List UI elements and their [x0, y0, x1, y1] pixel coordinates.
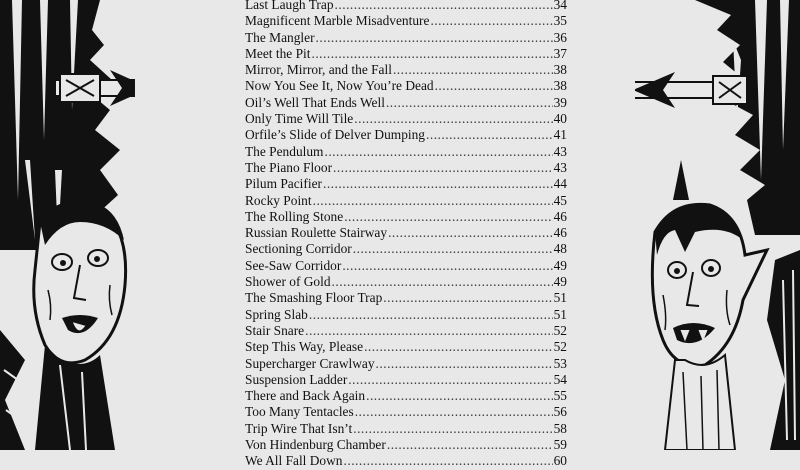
toc-dot-leader	[313, 193, 553, 209]
toc-dot-leader	[311, 46, 552, 62]
toc-entry-title: The Smashing Floor Trap	[245, 290, 383, 306]
toc-entry-page: 38	[553, 78, 567, 94]
toc-entry[interactable]	[245, 111, 567, 127]
toc-entry-page: 53	[553, 355, 567, 371]
toc-entry[interactable]	[245, 421, 567, 437]
toc-entry-page: 52	[553, 322, 567, 338]
toc-entry-title: Suspension Ladder	[245, 371, 348, 387]
toc-entry-title: Mirror, Mirror, and the Fall	[245, 62, 392, 78]
toc-entry-title: Trip Wire That Isn’t	[245, 420, 353, 436]
toc-entry[interactable]	[245, 78, 567, 94]
toc-entry-title: Now You See It, Now You’re Dead	[245, 78, 434, 94]
toc-entry-title: Only Time Will Tile	[245, 111, 354, 127]
toc-entry[interactable]	[245, 13, 567, 29]
toc-entry[interactable]	[245, 437, 567, 453]
toc-entry-page: 59	[553, 437, 567, 453]
toc-dot-leader	[335, 0, 553, 13]
toc-entry[interactable]	[245, 193, 567, 209]
toc-entry-title: Sectioning Corridor	[245, 241, 352, 257]
toc-dot-leader	[354, 111, 552, 127]
toc-dot-leader	[305, 323, 552, 339]
toc-entry-page: 54	[553, 371, 567, 387]
toc-entry-page: 39	[553, 94, 567, 110]
toc-entry[interactable]	[245, 209, 567, 225]
toc-entry-title: Shower of Gold	[245, 274, 331, 290]
toc-entry[interactable]	[245, 46, 567, 62]
toc-entry[interactable]	[245, 225, 567, 241]
toc-entry[interactable]	[245, 388, 567, 404]
toc-entry[interactable]	[245, 144, 567, 160]
frightened-vampire-illustration-icon	[635, 0, 800, 450]
toc-entry[interactable]	[245, 453, 567, 469]
toc-dot-leader	[386, 95, 553, 111]
toc-dot-leader	[393, 62, 553, 78]
toc-entry-page: 49	[553, 274, 567, 290]
toc-dot-leader	[435, 78, 553, 94]
toc-dot-leader	[426, 127, 553, 143]
toc-entry-page: 41	[553, 127, 567, 143]
toc-dot-leader	[316, 30, 553, 46]
toc-dot-leader	[353, 241, 553, 257]
toc-entry[interactable]	[245, 323, 567, 339]
toc-entry-title: There and Back Again	[245, 388, 366, 404]
toc-entry-title: Too Many Tentacles	[245, 404, 354, 420]
toc-entry[interactable]	[245, 30, 567, 46]
toc-entry-title: Last Laugh Trap	[245, 0, 334, 12]
toc-dot-leader	[344, 209, 552, 225]
toc-dot-leader	[344, 453, 553, 469]
toc-dot-leader	[353, 421, 552, 437]
toc-entry[interactable]	[245, 160, 567, 176]
toc-entry-page: 36	[553, 29, 567, 45]
toc-entry[interactable]	[245, 0, 567, 13]
toc-entry-page: 35	[553, 13, 567, 29]
toc-entry-page: 44	[553, 176, 567, 192]
toc-entry-title: Step This Way, Please	[245, 339, 364, 355]
toc-dot-leader	[376, 356, 553, 372]
toc-entry-title: Oil’s Well That Ends Well	[245, 94, 385, 110]
toc-entry-title: Von Hindenburg Chamber	[245, 437, 386, 453]
toc-dot-leader	[388, 225, 553, 241]
toc-entry[interactable]	[245, 62, 567, 78]
toc-dot-leader	[348, 372, 552, 388]
toc-entry-title: Spring Slab	[245, 306, 308, 322]
toc-entry[interactable]	[245, 176, 567, 192]
toc-entry-title: We All Fall Down	[245, 453, 343, 469]
toc-dot-leader	[366, 388, 553, 404]
toc-entry-page: 58	[553, 420, 567, 436]
toc-entry-page: 60	[553, 453, 567, 469]
toc-entry-title: Stair Snare	[245, 322, 305, 338]
toc-entry-title: Russian Roulette Stairway	[245, 225, 388, 241]
toc-entry-page: 46	[553, 208, 567, 224]
toc-entry-title: The Rolling Stone	[245, 208, 344, 224]
toc-dot-leader	[333, 160, 553, 176]
toc-entry[interactable]	[245, 307, 567, 323]
toc-entry-title: Rocky Point	[245, 192, 312, 208]
toc-entry[interactable]	[245, 127, 567, 143]
toc-entry-page: 45	[553, 192, 567, 208]
toc-entry-page: 40	[553, 111, 567, 127]
toc-entry-page: 51	[553, 306, 567, 322]
toc-entry-page: 51	[553, 290, 567, 306]
toc-entry-title: Magnificent Marble Misadventure	[245, 13, 430, 29]
table-of-contents	[245, 0, 567, 470]
toc-dot-leader	[332, 274, 553, 290]
toc-entry-page: 43	[553, 143, 567, 159]
toc-entry-page: 48	[553, 241, 567, 257]
toc-entry-page: 55	[553, 388, 567, 404]
toc-entry[interactable]	[245, 290, 567, 306]
toc-entry-page: 34	[553, 0, 567, 12]
toc-entry-title: Pilum Pacifier	[245, 176, 322, 192]
toc-dot-leader	[387, 437, 553, 453]
toc-entry-page: 52	[553, 339, 567, 355]
toc-entry-page: 56	[553, 404, 567, 420]
toc-entry-title: The Mangler	[245, 29, 315, 45]
toc-entry[interactable]	[245, 95, 567, 111]
toc-entry[interactable]	[245, 258, 567, 274]
toc-entry[interactable]	[245, 274, 567, 290]
toc-entry-title: Orfile’s Slide of Delver Dumping	[245, 127, 425, 143]
toc-entry-page: 49	[553, 257, 567, 273]
toc-entry[interactable]	[245, 241, 567, 257]
toc-entry-title: Supercharger Crawlway	[245, 355, 375, 371]
toc-dot-leader	[342, 258, 552, 274]
toc-entry-title: See-Saw Corridor	[245, 257, 342, 273]
toc-entry-page: 38	[553, 62, 567, 78]
toc-entry[interactable]	[245, 356, 567, 372]
toc-dot-leader	[355, 404, 553, 420]
toc-entry[interactable]	[245, 404, 567, 420]
toc-entry-page: 46	[553, 225, 567, 241]
toc-dot-leader	[323, 176, 553, 192]
toc-entry-title: The Pendulum	[245, 143, 324, 159]
toc-entry-title: The Piano Floor	[245, 159, 333, 175]
grimacing-man-illustration-icon	[0, 0, 135, 450]
toc-dot-leader	[383, 290, 552, 306]
toc-entry-page: 43	[553, 159, 567, 175]
toc-entry[interactable]	[245, 372, 567, 388]
toc-dot-leader	[324, 144, 552, 160]
toc-entry-page: 37	[553, 45, 567, 61]
toc-dot-leader	[309, 307, 553, 323]
toc-dot-leader	[364, 339, 553, 355]
toc-entry[interactable]	[245, 339, 567, 355]
toc-dot-leader	[430, 13, 552, 29]
toc-entry-title: Meet the Pit	[245, 45, 311, 61]
